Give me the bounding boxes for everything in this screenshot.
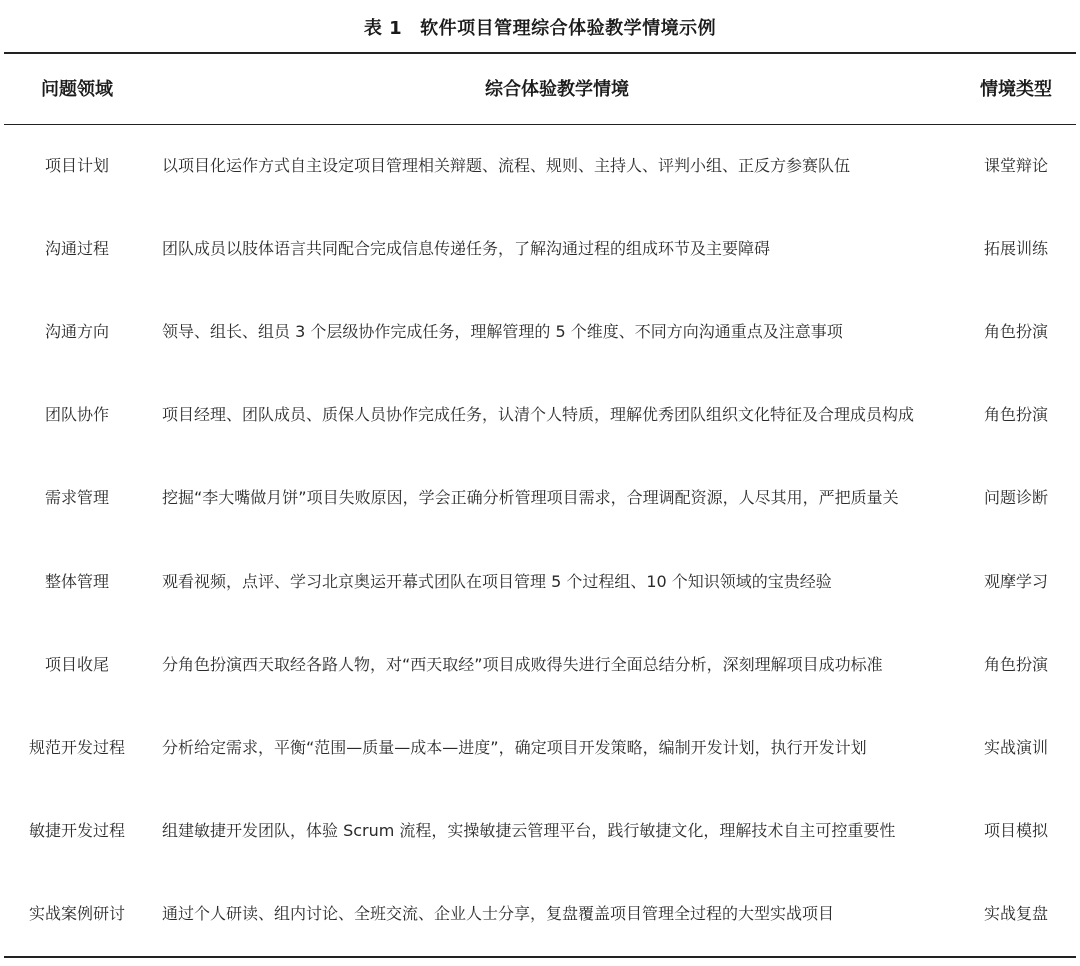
cell-type: 角色扮演: [983, 654, 1048, 674]
cell-type: 观摩学习: [983, 571, 1048, 591]
header-domain: 问题领域: [41, 79, 113, 100]
header-scenario: 综合体验教学情境: [485, 79, 629, 100]
table-row: [0, 790, 1080, 873]
cell-domain: 项目计划: [44, 155, 109, 175]
cell-scenario: 领导、组长、组员 3 个层级协作完成任务，理解管理的 5 个维度、不同方向沟通重点及注意事项: [162, 321, 843, 341]
cell-scenario: 项目经理、团队成员、质保人员协作完成任务，认清个人特质，理解优秀团队组织文化特征及合理成员构成: [162, 405, 915, 425]
cell-domain: 需求管理: [44, 488, 109, 508]
bottom-rule: [4, 956, 1076, 958]
table-row: [0, 207, 1080, 290]
cell-scenario: 组建敏捷开发团队，体验 Scrum 流程，实操敏捷云管理平台，践行敏捷文化，理解技术自主可控重要性: [162, 821, 896, 841]
cell-domain: 整体管理: [44, 571, 109, 591]
cell-domain: 敏捷开发过程: [28, 821, 125, 841]
table-title: 软件项目管理综合体验教学情境示例: [420, 18, 717, 39]
cell-scenario: 观看视频，点评、学习北京奥运开幕式团队在项目管理 5 个过程组、10 个知识领域的宝贵经验: [162, 571, 832, 591]
cell-type: 实战复盘: [983, 904, 1048, 924]
cell-domain: 规范开发过程: [28, 737, 125, 757]
cell-type: 实战演训: [983, 737, 1048, 757]
cell-type: 角色扮演: [983, 321, 1048, 341]
cell-domain: 项目收尾: [44, 654, 109, 674]
table-row: [0, 706, 1080, 789]
table-number: 表 1: [363, 18, 403, 39]
cell-scenario: 通过个人研读、组内讨论、全班交流、企业人士分享，复盘覆盖项目管理全过程的大型实战项目: [162, 904, 835, 924]
table-row: [0, 374, 1080, 457]
cell-type: 角色扮演: [983, 405, 1048, 425]
cell-scenario: 团队成员以肢体语言共同配合完成信息传递任务，了解沟通过程的组成环节及主要障碍: [162, 238, 771, 258]
cell-type: 项目模拟: [983, 821, 1048, 841]
table-header: [0, 52, 1080, 124]
cell-domain: 沟通方向: [44, 321, 109, 341]
table-row: [0, 623, 1080, 706]
cell-domain: 实战案例研讨: [28, 904, 125, 924]
cell-scenario: 分角色扮演西天取经各路人物，对“西天取经”项目成败得失进行全面总结分析，深刻理解项目成功标准: [162, 654, 883, 674]
cell-type: 课堂辩论: [983, 155, 1048, 175]
table-row: [0, 540, 1080, 623]
table-row: [0, 457, 1080, 540]
table-caption: [0, 14, 1080, 40]
cell-type: 问题诊断: [983, 488, 1048, 508]
header-type: 情境类型: [980, 79, 1052, 100]
cell-scenario: 以项目化运作方式自主设定项目管理相关辩题、流程、规则、主持人、评判小组、正反方参赛队伍: [162, 155, 851, 175]
table-row: [0, 873, 1080, 956]
table-row: [0, 290, 1080, 373]
cell-domain: 沟通过程: [44, 238, 109, 258]
cell-scenario: 分析给定需求，平衡“范围—质量—成本—进度”，确定项目开发策略，编制开发计划，执行开发计划: [162, 737, 867, 757]
table-body: [0, 124, 1080, 956]
cell-scenario: 挖掘“李大嘴做月饼”项目失败原因，学会正确分析管理项目需求，合理调配资源，人尽其用，严把质量关: [162, 488, 899, 508]
table-row: [0, 124, 1080, 207]
cell-domain: 团队协作: [44, 405, 109, 425]
cell-type: 拓展训练: [983, 238, 1048, 258]
